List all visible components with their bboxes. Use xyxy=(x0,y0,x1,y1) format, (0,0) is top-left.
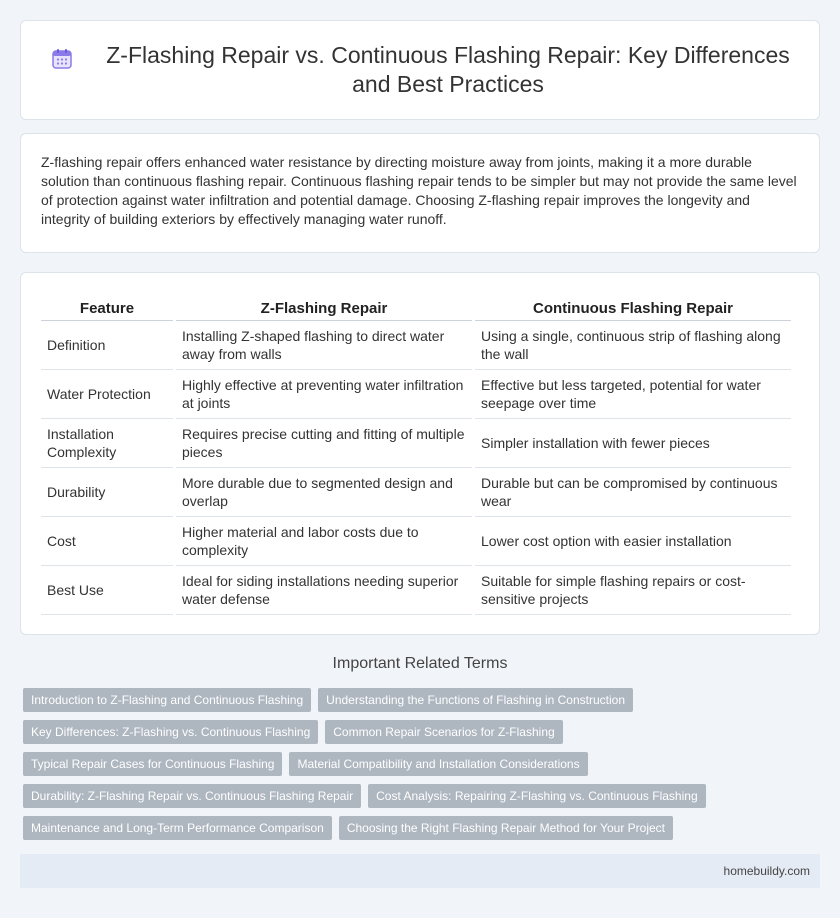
row-z-flashing: Installing Z-shaped flashing to direct water away from walls xyxy=(176,321,472,370)
table-row xyxy=(41,321,791,370)
row-continuous: Simpler installation with fewer pieces xyxy=(475,419,791,468)
tag-row xyxy=(23,688,823,712)
header-card xyxy=(20,20,820,120)
related-term-tag[interactable]: Maintenance and Long-Term Performance Comparison xyxy=(23,816,332,840)
row-continuous: Durable but can be compromised by continuous wear xyxy=(475,468,791,517)
comparison-table xyxy=(38,295,794,615)
related-term-tag[interactable]: Cost Analysis: Repairing Z-Flashing vs. Continuous Flashing xyxy=(368,784,705,808)
row-z-flashing: Ideal for siding installations needing superior water defense xyxy=(176,566,472,615)
tag-row xyxy=(23,752,823,776)
intro-paragraph: Z-flashing repair offers enhanced water resistance by directing moisture away from joints, making it a more durable solution than continuous flashing repair. Continuous flashing repair tends to be simpler but may not provide the same level of protection against water infiltration and potential damage. Choosing Z-flashing repair improves the longevity and integrity of building exteriors by effectively managing water runoff. xyxy=(41,154,797,227)
row-z-flashing: Highly effective at preventing water infiltration at joints xyxy=(176,370,472,419)
row-feature: Definition xyxy=(41,321,173,370)
table-row xyxy=(41,370,791,419)
footer xyxy=(20,854,820,888)
table-row xyxy=(41,517,791,566)
row-z-flashing: Requires precise cutting and fitting of multiple pieces xyxy=(176,419,472,468)
row-feature: Water Protection xyxy=(41,370,173,419)
row-continuous: Using a single, continuous strip of flashing along the wall xyxy=(475,321,791,370)
related-term-tag[interactable]: Understanding the Functions of Flashing in Construction xyxy=(318,688,633,712)
tag-row xyxy=(23,784,823,808)
related-term-tag[interactable]: Typical Repair Cases for Continuous Flashing xyxy=(23,752,282,776)
tag-row xyxy=(23,720,823,744)
header-feature: Feature xyxy=(41,295,173,321)
tag-row xyxy=(23,816,823,840)
footer-site-link[interactable]: homebuildy.com xyxy=(723,864,810,878)
table-row xyxy=(41,419,791,468)
comparison-table-card xyxy=(20,272,820,635)
row-continuous: Suitable for simple flashing repairs or cost-sensitive projects xyxy=(475,566,791,615)
related-term-tag[interactable]: Choosing the Right Flashing Repair Method for Your Project xyxy=(339,816,673,840)
title-wrap xyxy=(40,41,800,99)
related-terms-title: Important Related Terms xyxy=(332,655,508,672)
table-header-row xyxy=(41,295,791,321)
header-z-flashing: Z-Flashing Repair xyxy=(176,295,472,321)
related-term-tag[interactable]: Common Repair Scenarios for Z-Flashing xyxy=(325,720,562,744)
related-term-tag[interactable]: Durability: Z-Flashing Repair vs. Continuous Flashing Repair xyxy=(23,784,361,808)
related-term-tag[interactable]: Material Compatibility and Installation Considerations xyxy=(289,752,587,776)
page-title: Z-Flashing Repair vs. Continuous Flashing Repair: Key Differences and Best Practices xyxy=(106,42,790,97)
intro-card xyxy=(20,133,820,253)
related-term-tag[interactable]: Key Differences: Z-Flashing vs. Continuous Flashing xyxy=(23,720,318,744)
row-z-flashing: More durable due to segmented design and overlap xyxy=(176,468,472,517)
row-z-flashing: Higher material and labor costs due to complexity xyxy=(176,517,472,566)
row-feature: Installation Complexity xyxy=(41,419,173,468)
table-row xyxy=(41,468,791,517)
row-continuous: Effective but less targeted, potential for water seepage over time xyxy=(475,370,791,419)
header-continuous: Continuous Flashing Repair xyxy=(475,295,791,321)
calendar-icon xyxy=(50,47,74,71)
related-terms-tags xyxy=(23,688,823,848)
table-row xyxy=(41,566,791,615)
row-continuous: Lower cost option with easier installation xyxy=(475,517,791,566)
row-feature: Durability xyxy=(41,468,173,517)
row-feature: Cost xyxy=(41,517,173,566)
related-term-tag[interactable]: Introduction to Z-Flashing and Continuous Flashing xyxy=(23,688,311,712)
row-feature: Best Use xyxy=(41,566,173,615)
